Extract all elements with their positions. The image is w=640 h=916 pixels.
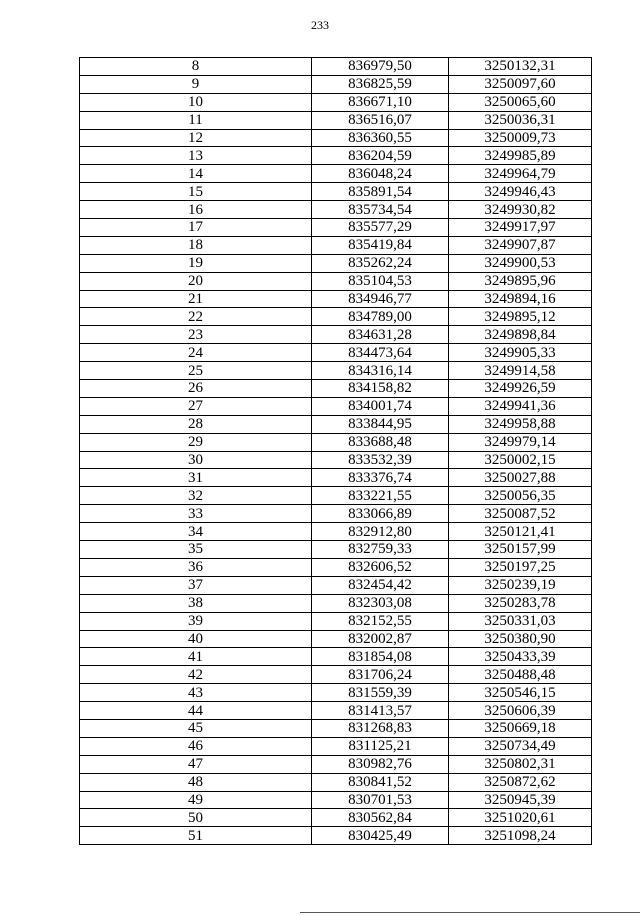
table-row: [80, 308, 592, 326]
y-coordinate-cell: 3249926,59: [449, 380, 592, 398]
point-number-cell: 24: [80, 344, 312, 362]
table-row: [80, 415, 592, 433]
page-number: 233: [311, 18, 329, 32]
point-number-cell: 44: [80, 702, 312, 720]
table-row: [80, 344, 592, 362]
table-row: [80, 737, 592, 755]
y-coordinate-cell: 3250121,41: [449, 523, 592, 541]
y-coordinate-cell: 3249900,53: [449, 254, 592, 272]
table-row: [80, 397, 592, 415]
x-coordinate-cell: 832002,87: [312, 630, 449, 648]
table-row: [80, 165, 592, 183]
x-coordinate-cell: 833066,89: [312, 505, 449, 523]
point-number-cell: 16: [80, 201, 312, 219]
table-row: [80, 612, 592, 630]
x-coordinate-cell: 834789,00: [312, 308, 449, 326]
table-row: [80, 666, 592, 684]
y-coordinate-cell: 3249946,43: [449, 183, 592, 201]
table-row: [80, 630, 592, 648]
x-coordinate-cell: 832759,33: [312, 541, 449, 559]
y-coordinate-cell: 3250097,60: [449, 75, 592, 93]
coordinates-table-body: [80, 58, 592, 845]
x-coordinate-cell: 831125,21: [312, 737, 449, 755]
table-row: [80, 75, 592, 93]
point-number-cell: 31: [80, 469, 312, 487]
x-coordinate-cell: 834158,82: [312, 380, 449, 398]
point-number-cell: 43: [80, 684, 312, 702]
point-number-cell: 35: [80, 541, 312, 559]
table-row: [80, 791, 592, 809]
y-coordinate-cell: 3249895,96: [449, 272, 592, 290]
y-coordinate-cell: 3250380,90: [449, 630, 592, 648]
x-coordinate-cell: 836204,59: [312, 147, 449, 165]
table-row: [80, 272, 592, 290]
table-row: [80, 236, 592, 254]
point-number-cell: 45: [80, 719, 312, 737]
point-number-cell: 50: [80, 809, 312, 827]
y-coordinate-cell: 3250239,19: [449, 576, 592, 594]
y-coordinate-cell: 3249898,84: [449, 326, 592, 344]
table-row: [80, 219, 592, 237]
point-number-cell: 18: [80, 236, 312, 254]
table-row: [80, 594, 592, 612]
table-row: [80, 505, 592, 523]
x-coordinate-cell: 835577,29: [312, 219, 449, 237]
y-coordinate-cell: 3250802,31: [449, 755, 592, 773]
x-coordinate-cell: 836516,07: [312, 111, 449, 129]
point-number-cell: 11: [80, 111, 312, 129]
table-row: [80, 648, 592, 666]
x-coordinate-cell: 836048,24: [312, 165, 449, 183]
table-row: [80, 451, 592, 469]
table-row: [80, 433, 592, 451]
x-coordinate-cell: 831559,39: [312, 684, 449, 702]
x-coordinate-cell: 833221,55: [312, 487, 449, 505]
y-coordinate-cell: 3250065,60: [449, 93, 592, 111]
table-row: [80, 487, 592, 505]
point-number-cell: 40: [80, 630, 312, 648]
y-coordinate-cell: 3251098,24: [449, 827, 592, 845]
y-coordinate-cell: 3249979,14: [449, 433, 592, 451]
y-coordinate-cell: 3249905,33: [449, 344, 592, 362]
point-number-cell: 22: [80, 308, 312, 326]
point-number-cell: 48: [80, 773, 312, 791]
x-coordinate-cell: 836671,10: [312, 93, 449, 111]
x-coordinate-cell: 832152,55: [312, 612, 449, 630]
x-coordinate-cell: 831268,83: [312, 719, 449, 737]
x-coordinate-cell: 833688,48: [312, 433, 449, 451]
point-number-cell: 49: [80, 791, 312, 809]
x-coordinate-cell: 831706,24: [312, 666, 449, 684]
table-row: [80, 719, 592, 737]
y-coordinate-cell: 3250606,39: [449, 702, 592, 720]
table-row: [80, 576, 592, 594]
table-row: [80, 111, 592, 129]
point-number-cell: 21: [80, 290, 312, 308]
table-row: [80, 290, 592, 308]
point-number-cell: 13: [80, 147, 312, 165]
table-row: [80, 254, 592, 272]
x-coordinate-cell: 832606,52: [312, 558, 449, 576]
table-row: [80, 93, 592, 111]
coordinates-table: [79, 57, 592, 845]
x-coordinate-cell: 833376,74: [312, 469, 449, 487]
point-number-cell: 41: [80, 648, 312, 666]
point-number-cell: 25: [80, 362, 312, 380]
y-coordinate-cell: 3250546,15: [449, 684, 592, 702]
x-coordinate-cell: 835419,84: [312, 236, 449, 254]
y-coordinate-cell: 3250283,78: [449, 594, 592, 612]
x-coordinate-cell: 835262,24: [312, 254, 449, 272]
y-coordinate-cell: 3250002,15: [449, 451, 592, 469]
x-coordinate-cell: 836360,55: [312, 129, 449, 147]
y-coordinate-cell: 3249930,82: [449, 201, 592, 219]
table-row: [80, 541, 592, 559]
table-row: [80, 773, 592, 791]
y-coordinate-cell: 3249985,89: [449, 147, 592, 165]
y-coordinate-cell: 3250027,88: [449, 469, 592, 487]
y-coordinate-cell: 3251020,61: [449, 809, 592, 827]
y-coordinate-cell: 3250488,48: [449, 666, 592, 684]
x-coordinate-cell: 832454,42: [312, 576, 449, 594]
point-number-cell: 14: [80, 165, 312, 183]
x-coordinate-cell: 832912,80: [312, 523, 449, 541]
table-row: [80, 702, 592, 720]
point-number-cell: 26: [80, 380, 312, 398]
table-row: [80, 684, 592, 702]
table-row: [80, 380, 592, 398]
page-bottom-rule: [300, 912, 640, 913]
y-coordinate-cell: 3250669,18: [449, 719, 592, 737]
point-number-cell: 12: [80, 129, 312, 147]
table-row: [80, 469, 592, 487]
point-number-cell: 51: [80, 827, 312, 845]
table-row: [80, 809, 592, 827]
table-row: [80, 58, 592, 76]
x-coordinate-cell: 830982,76: [312, 755, 449, 773]
y-coordinate-cell: 3249895,12: [449, 308, 592, 326]
point-number-cell: 9: [80, 75, 312, 93]
point-number-cell: 33: [80, 505, 312, 523]
table-row: [80, 129, 592, 147]
x-coordinate-cell: 830562,84: [312, 809, 449, 827]
point-number-cell: 47: [80, 755, 312, 773]
x-coordinate-cell: 830841,52: [312, 773, 449, 791]
y-coordinate-cell: 3249914,58: [449, 362, 592, 380]
y-coordinate-cell: 3250734,49: [449, 737, 592, 755]
point-number-cell: 38: [80, 594, 312, 612]
table-row: [80, 326, 592, 344]
x-coordinate-cell: 831854,08: [312, 648, 449, 666]
table-row: [80, 558, 592, 576]
y-coordinate-cell: 3250009,73: [449, 129, 592, 147]
y-coordinate-cell: 3250872,62: [449, 773, 592, 791]
table-row: [80, 523, 592, 541]
point-number-cell: 15: [80, 183, 312, 201]
y-coordinate-cell: 3250157,99: [449, 541, 592, 559]
table-row: [80, 827, 592, 845]
point-number-cell: 28: [80, 415, 312, 433]
point-number-cell: 19: [80, 254, 312, 272]
y-coordinate-cell: 3249958,88: [449, 415, 592, 433]
point-number-cell: 23: [80, 326, 312, 344]
x-coordinate-cell: 833532,39: [312, 451, 449, 469]
y-coordinate-cell: 3250132,31: [449, 58, 592, 76]
x-coordinate-cell: 834473,64: [312, 344, 449, 362]
x-coordinate-cell: 831413,57: [312, 702, 449, 720]
point-number-cell: 46: [80, 737, 312, 755]
x-coordinate-cell: 834001,74: [312, 397, 449, 415]
table-row: [80, 183, 592, 201]
y-coordinate-cell: 3250433,39: [449, 648, 592, 666]
y-coordinate-cell: 3250087,52: [449, 505, 592, 523]
x-coordinate-cell: 836825,59: [312, 75, 449, 93]
x-coordinate-cell: 835891,54: [312, 183, 449, 201]
x-coordinate-cell: 835104,53: [312, 272, 449, 290]
point-number-cell: 10: [80, 93, 312, 111]
x-coordinate-cell: 834316,14: [312, 362, 449, 380]
y-coordinate-cell: 3250197,25: [449, 558, 592, 576]
y-coordinate-cell: 3249917,97: [449, 219, 592, 237]
x-coordinate-cell: 833844,95: [312, 415, 449, 433]
point-number-cell: 20: [80, 272, 312, 290]
point-number-cell: 29: [80, 433, 312, 451]
table-row: [80, 362, 592, 380]
y-coordinate-cell: 3249894,16: [449, 290, 592, 308]
point-number-cell: 32: [80, 487, 312, 505]
y-coordinate-cell: 3249964,79: [449, 165, 592, 183]
table-row: [80, 755, 592, 773]
point-number-cell: 34: [80, 523, 312, 541]
point-number-cell: 8: [80, 58, 312, 76]
x-coordinate-cell: 835734,54: [312, 201, 449, 219]
y-coordinate-cell: 3249941,36: [449, 397, 592, 415]
point-number-cell: 30: [80, 451, 312, 469]
y-coordinate-cell: 3250036,31: [449, 111, 592, 129]
point-number-cell: 39: [80, 612, 312, 630]
y-coordinate-cell: 3249907,87: [449, 236, 592, 254]
x-coordinate-cell: 836979,50: [312, 58, 449, 76]
x-coordinate-cell: 830425,49: [312, 827, 449, 845]
x-coordinate-cell: 834946,77: [312, 290, 449, 308]
point-number-cell: 42: [80, 666, 312, 684]
y-coordinate-cell: 3250945,39: [449, 791, 592, 809]
y-coordinate-cell: 3250056,35: [449, 487, 592, 505]
x-coordinate-cell: 830701,53: [312, 791, 449, 809]
x-coordinate-cell: 832303,08: [312, 594, 449, 612]
y-coordinate-cell: 3250331,03: [449, 612, 592, 630]
point-number-cell: 36: [80, 558, 312, 576]
table-row: [80, 201, 592, 219]
point-number-cell: 17: [80, 219, 312, 237]
table-row: [80, 147, 592, 165]
x-coordinate-cell: 834631,28: [312, 326, 449, 344]
point-number-cell: 37: [80, 576, 312, 594]
point-number-cell: 27: [80, 397, 312, 415]
